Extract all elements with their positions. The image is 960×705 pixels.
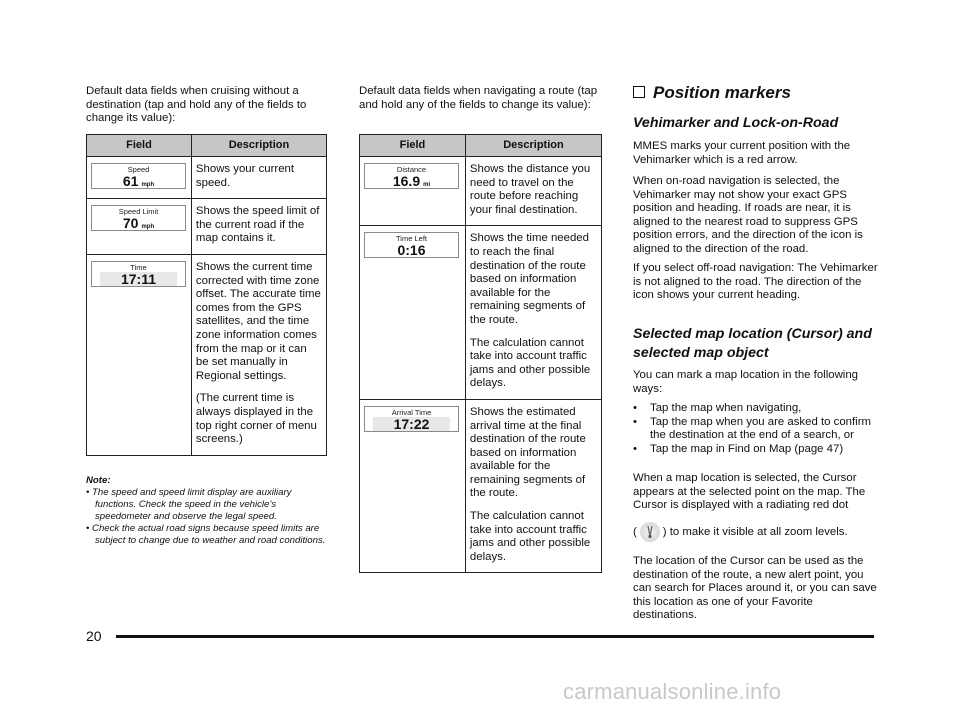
paragraph: MMES marks your current position with the Vehimarker which is a red arrow.: [633, 140, 851, 166]
cursor-icon: [640, 522, 660, 542]
field-description: Shows the estimated arrival time at the final destination of the route based on information available for the remaining segments of the route.: [469, 405, 586, 500]
page-number: 20: [86, 628, 102, 644]
left-intro: Default data fields when cruising without a destination (tap and hold any of the fields to change its value):: [86, 85, 307, 125]
field-value: 17:22: [373, 417, 450, 431]
header-description: Description: [465, 135, 601, 157]
field-description-note: The calculation cannot take into account traffic jams and other possible delays.: [469, 336, 591, 390]
speed-field-widget[interactable]: [91, 163, 186, 189]
footer-rule: [116, 635, 874, 638]
table-row: [360, 157, 602, 226]
paragraph: When on-road navigation is selected, the Vehimarker may not show your exact GPS position and heading. If roads are near, it is aligned to the nearest road to suppress GPS position errors, and the direction of the icon is aligned to the direction of the road.: [633, 175, 863, 255]
watermark: carmanualsonline.info: [563, 679, 782, 704]
paragraph: If you select off-road navigation: The Vehimarker is not aligned to the road. The direction of the icon shows your current heading.: [633, 262, 878, 302]
field-unit: mph: [141, 224, 155, 231]
table-row: [87, 157, 327, 199]
arrival-time-field-widget[interactable]: [364, 406, 459, 432]
subheading-vehimarker: Vehimarker and Lock-on-Road: [633, 115, 839, 131]
speed-limit-field-widget[interactable]: [91, 205, 186, 231]
distance-field-widget[interactable]: [364, 163, 459, 189]
bullet-list: [633, 402, 878, 456]
field-label: Speed: [127, 165, 150, 174]
field-description: Shows your current speed.: [195, 163, 295, 189]
field-description-note: The calculation cannot take into account traffic jams and other possible delays.: [469, 510, 591, 563]
note-item: • The speed and speed limit display are auxiliary functions. Check the speed in the vehicle’s speedometer and observe the legal speed.: [86, 487, 292, 522]
left-column: [86, 85, 326, 126]
table-header: [87, 135, 327, 157]
field-description: Shows the distance you need to travel on the route before reaching your final destination.: [469, 163, 591, 216]
checkbox-icon: [633, 86, 645, 98]
field-description: Shows the time needed to reach the final destination of the route based on information available for the remaining segments of the route.: [469, 232, 589, 326]
header-field: Field: [360, 135, 466, 157]
list-item: • Tap the map in Find on Map (page 47): [633, 443, 878, 457]
cruising-fields-table: [86, 134, 327, 456]
note-list: [86, 487, 326, 547]
subheading-cursor: Selected map location (Cursor) and selected map object: [633, 326, 872, 361]
field-label: Time: [130, 262, 147, 272]
field-label: Speed Limit: [118, 207, 159, 217]
paragraph: You can mark a map location in the following ways:: [633, 369, 858, 395]
table-row: [360, 226, 602, 400]
paragraph: When a map location is selected, the Cursor appears at the selected point on the map. The Cursor is displayed with a radiating red dot: [633, 472, 866, 512]
time-field-widget[interactable]: [91, 261, 186, 287]
field-value: 0:16: [397, 242, 426, 259]
field-value: 61: [122, 173, 139, 189]
list-item: • Tap the map when you are asked to confirm the destination at the end of a search, or: [633, 416, 878, 443]
note-block: [86, 475, 326, 547]
field-unit: mi: [423, 182, 431, 188]
list-item: • Tap the map when navigating,: [633, 402, 878, 416]
table-row: [360, 399, 602, 573]
header-field: Field: [87, 135, 192, 157]
middle-column: [359, 85, 599, 112]
table-header: [360, 135, 602, 157]
field-label: Arrival Time: [391, 407, 432, 417]
field-label: Distance: [396, 165, 427, 174]
paragraph: The location of the Cursor can be used as the destination of the route, a new alert point, you can search for Places around it, or you can save this location as one of your Favorite destinations.: [633, 555, 877, 622]
note-item: • Check the actual road signs because speed limits are subject to change due to weather and road conditions.: [86, 523, 326, 546]
middle-intro: Default data fields when navigating a route (tap and hold any of the fields to change its value):: [359, 85, 598, 111]
field-description: Shows the current time corrected with time zone offset. The accurate time comes from the GPS satellites, and the time zone information comes from the map or it can be set manually in Regional settings.: [195, 260, 321, 382]
field-value: 16.9: [392, 173, 421, 189]
field-value: 70: [122, 215, 139, 232]
field-label: Time Left: [396, 234, 427, 244]
paragraph-cursor-icon: ( ) to make it visible at all zoom levels.: [633, 522, 878, 542]
field-description: Shows the speed limit of the current road if the map contains it.: [195, 205, 320, 245]
field-unit: mph: [141, 182, 155, 188]
table-row: [87, 199, 327, 255]
table-row: [87, 254, 327, 455]
note-title: Note:: [86, 475, 111, 486]
time-left-field-widget[interactable]: [364, 232, 459, 258]
route-fields-table: [359, 134, 602, 573]
field-value: 17:11: [100, 272, 177, 286]
section-heading: Position markers: [633, 83, 883, 103]
field-description-note: (The current time is always displayed in the top right corner of menu screens.): [195, 392, 317, 446]
header-description: Description: [191, 135, 326, 157]
